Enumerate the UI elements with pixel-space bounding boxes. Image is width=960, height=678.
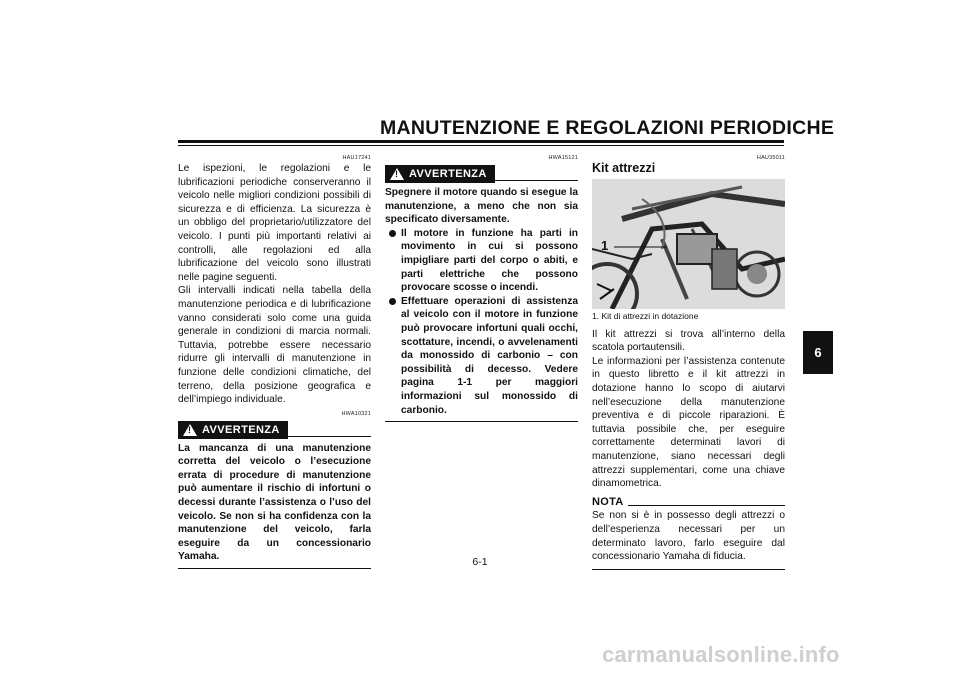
toolkit-paragraph-2: Le informazioni per l’assistenza contenute in questo libretto e il kit attrezzi in dotazione hanno lo scopo di aiutarvi nell’esecuzione della manutenzione preventiva e di piccole riparazioni. È tuttavia possibile che, per eseguire correttamente determinati lavori di manutenzione, siano necessari degli attrezzi supplementari, come una chiave dinamometrica.: [592, 355, 785, 490]
watermark: carmanualsonline.info: [602, 642, 840, 667]
warning-triangle-icon: [183, 424, 197, 436]
note-text: Se non si è in possesso degli attrezzi o dell’esperienza necessari per un determinato lavoro, farlo eseguire dal concessionario Yamaha di fiducia.: [592, 510, 785, 563]
warning-text: La mancanza di una manutenzione corretta del veicolo o l’esecuzione errata di procedure di manutenzione può aumentare il rischio di infortuni o decessi durante l’assistenza o l’uso del veicolo. Se non si ha confidenza con la manutenzione del veicolo, farla eseguire da un concessionario Yamaha.: [178, 442, 371, 563]
warning-text: Spegnere il motore quando si esegue la manutenzione, a meno che non sia specificato diversamente.: [385, 187, 578, 226]
list-item: Il motore in funzione ha parti in movimento in cui si possono impigliare parti del corpo o abiti, e parti elettriche che possono provocare scosse o incendi.: [401, 227, 578, 294]
warning-code: HWA15121: [548, 155, 578, 161]
toolkit-photo: [592, 179, 785, 309]
section-code: HAU35011: [756, 155, 785, 161]
column-left: [178, 154, 371, 569]
warning-code: HWA10321: [341, 410, 371, 417]
title-rule: [178, 140, 784, 143]
intro-paragraph-1: Le ispezioni, le regolazioni e le lubrificazioni periodiche conserveranno il veicolo nelle migliori condizioni possibili di sicurezza e di efficienza. La sicurezza è un obbligo del proprietario/utilizzatore del veicolo. I punti più importanti relativi ai controlli, alle regolazioni ed alla lubrificazione del veicolo sono illustrati nelle pagine seguenti.: [178, 163, 371, 283]
section-code: HAU17241: [342, 155, 371, 161]
note-end-rule: [592, 569, 785, 570]
warning-badge: [385, 165, 495, 183]
intro-paragraph-2: Gli intervalli indicati nella tabella della manutenzione periodica e di lubrificazione vanno considerati solo come una guida generale in condizioni di marcia normali. Tuttavia, potrebbe essere necessario ridurre gli intervalli di manutenzione in funzione delle condizioni climatiche, del terreno, della posizione geografica e dell’impiego individuale.: [178, 285, 371, 406]
note-label: NOTA: [592, 495, 624, 508]
toolkit-text: [592, 328, 785, 491]
warning-end-rule: [385, 421, 578, 422]
page-number: 6-1: [472, 556, 488, 568]
warning-rule: [288, 436, 371, 437]
intro-text: [178, 162, 371, 407]
chapter-tab: 6: [803, 331, 833, 374]
column-middle: [385, 154, 578, 422]
warning-bullet-list: [385, 227, 578, 417]
note-header: [592, 496, 785, 510]
page-title: MANUTENZIONE E REGOLAZIONI PERIODICHE: [380, 117, 835, 139]
warning-badge: [178, 421, 288, 439]
title-rule-thin: [178, 145, 784, 146]
motorcycle-frame-illustration: [592, 179, 785, 309]
warning-triangle-icon: [390, 168, 404, 180]
warning-rule: [495, 180, 578, 181]
photo-caption: 1. Kit di attrezzi in dotazione: [592, 310, 699, 321]
list-item: Effettuare operazioni di assistenza al veicolo con il motore in funzione può provocare infortuni quali occhi, scottature, incendi, o avvelenamenti da monossido di carbonio – con possibilità di decesso. Vedere pagina 1-1 per maggiori informazioni sul monossido di carbonio.: [401, 295, 578, 416]
warning-header: [178, 421, 371, 439]
column-right: [592, 154, 785, 570]
warning-end-rule: [178, 568, 371, 569]
note-rule: [628, 505, 785, 506]
callout-number: 1: [601, 237, 609, 253]
warning-label: AVVERTENZA: [409, 168, 487, 180]
toolkit-paragraph-1: Il kit attrezzi si trova all’interno della scatola portautensili.: [592, 328, 785, 354]
section-title: Kit attrezzi: [592, 161, 656, 175]
warning-header: [385, 165, 578, 183]
warning-label: AVVERTENZA: [202, 423, 280, 436]
